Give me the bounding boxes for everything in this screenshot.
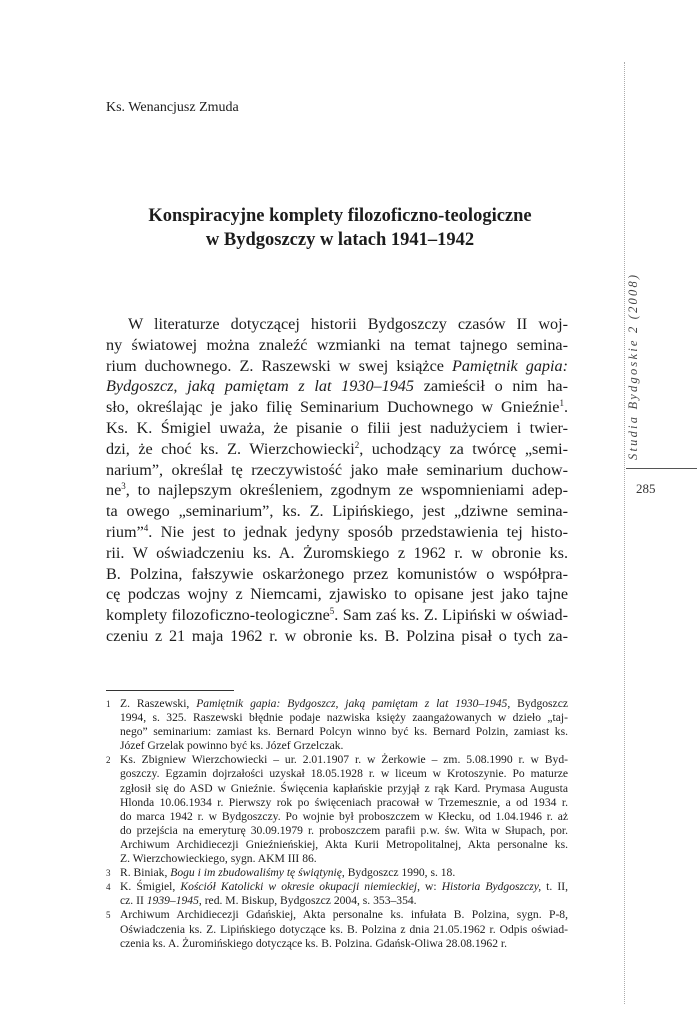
text-line: B. Polzina, fałszywie oskarżonego przez komunistów o współpra- <box>106 564 568 583</box>
text-line: Ks. K. Śmigiel uważa, że pisanie o filii jest nadużyciem i twier- <box>106 418 568 437</box>
footnote-number: 2 <box>106 755 111 766</box>
text-line: narium”, określał tę rzeczywistość jako małe seminarium duchow- <box>106 460 568 479</box>
footnote-separator <box>106 690 234 691</box>
footnotes <box>106 697 568 951</box>
footnote-line: do marca 1942 r. w Bydgoszczy. Po wojnie był proboszczem w Kłecku, od 1.04.1946 r. aż <box>120 809 568 823</box>
title-line: Konspiracyjne komplety filozoficzno-teologiczne <box>148 206 532 226</box>
footnote-3 <box>106 866 568 880</box>
text-line: komplety filozoficzno-teologiczne$^5$. Sam zaś ks. Z. Lipiński w oświad- <box>106 606 568 625</box>
footnote-line: R. Biniak, Bogu i im zbudowaliśmy tę świątynię, Bydgoszcz 1990, s. 18. <box>120 866 456 880</box>
footnote-line: Archiwum Archidiecezji Gdańskiej, Akta personalne ks. infułata B. Polzina, sygn. P-8, <box>120 908 568 922</box>
footnote-ref: 5 <box>329 606 335 617</box>
text-line: ny światowej można znaleźć wzmianki na temat tajnego semina- <box>106 335 568 354</box>
footnote-line: cz. II 1939–1945, red. M. Biskup, Bydgoszcz 2004, s. 353–354. <box>120 894 417 908</box>
journal-running-title: Studia Bydgoskie 2 (2008) <box>626 272 640 460</box>
text-line: $ne^3$, to najlepszym określeniem, zgodnym ze wspomnieniami adep- <box>106 481 568 500</box>
page-number: 285 <box>636 481 656 496</box>
footnote-number: 5 <box>106 910 111 921</box>
footnote-line: Józef Grzelak powinno być ks. Józef Grzelczak. <box>120 739 344 753</box>
text-line: dzi, że choć ks. Z. Wierzchowiecki$^2$, uchodzący za twórcę „semi- <box>106 439 568 458</box>
article-title <box>100 204 580 252</box>
footnote-ref: 4 <box>143 522 149 533</box>
footnote-line: nego” seminarium: zamiast ks. Bernard Polcyn winno być ks. Bernard Polzin, zamiast ks. <box>120 725 568 739</box>
margin-dotted-line <box>624 62 625 1004</box>
footnote-line: goszczy. Egzamin dojrzałości uzyskał 18.05.1928 r. w liceum w Krotoszynie. Po maturze <box>120 767 568 781</box>
footnote-number: 1 <box>106 699 111 709</box>
text-line: ta owego „seminarium”, ks. Z. Lipińskiego, jest „dziwne semina- <box>106 502 568 521</box>
footnote-ref: 3 <box>121 481 126 492</box>
footnote-line: Z. Wierzchowieckiego, sygn. AKM III 86. <box>120 852 317 866</box>
text-line: rium”$^4$. Nie jest to jednak jedyny sposób przedstawienia tej histo- <box>106 522 568 541</box>
title-line: w Bydgoszczy w latach 1941–1942 <box>205 230 475 250</box>
footnote-line: Oświadczenia ks. Z. Lipińskiego dotyczące ks. B. Polzina z dnia 21.05.1962 r. Odpis oświad- <box>120 922 568 936</box>
footnote-4 <box>106 880 568 908</box>
text-line: sło, określając je jako filię Seminarium Duchownego w Gnieźnie$^1$. <box>106 398 568 417</box>
footnote-line: 1994, s. 325. Raszewski błędnie podaje nazwiska księży zaangażowanych w dzieło „taj- <box>120 711 568 725</box>
footnote-line: do przejścia na emeryturę 30.09.1979 r. proboszczem parafii p.w. św. Wita w Słupach, por. <box>120 823 568 837</box>
footnote-line: K. Śmigiel, Kościół Katolicki w okresie okupacji niemieckiej, w: Historia Bydgoszczy, t. II, <box>120 880 568 894</box>
text-line: czeniu z 21 maja 1962 r. w obronie ks. B. Polzina pisał o tych za- <box>106 626 568 645</box>
author-name: Ks. Wenancjusz Zmuda <box>106 100 239 115</box>
footnote-line: Hlonda 10.06.1934 r. Pierwszy rok po święceniach pracował w Trzemesznie, a od 1934 r. <box>120 795 568 809</box>
footnote-2 <box>106 753 568 866</box>
footnote-line: Ks. Zbigniew Wierzchowiecki – ur. 2.01.1907 r. w Żerkowie – zm. 5.08.1990 r. w Byd- <box>120 753 568 767</box>
footnote-line: zgłosił się do ASD w Gnieźnie. Święcenia kapłańskie przyjął z rąk Kard. Prymasa Augusta <box>120 781 568 795</box>
footnote-number: 4 <box>106 882 111 893</box>
footnote-line: czenia ks. A. Żuromińskiego dotyczące ks. B. Polzina. Gdańsk-Oliwa 28.08.1962 r. <box>120 936 508 950</box>
text-line: W literaturze dotyczącej historii Bydgoszczy czasów II woj- <box>128 315 568 333</box>
text-line: cę podczas wojny z Niemcami, zjawisko to opisane jest jako tajne <box>106 585 568 604</box>
footnote-line: Z. Raszewski, Pamiętnik gapia: Bydgoszcz, jaką pamiętam z lat 1930–1945, Bydgoszcz <box>120 697 568 710</box>
footnote-5 <box>106 908 568 950</box>
footnote-ref: 2 <box>354 439 360 450</box>
text-line: Bydgoszcz, jaką pamiętam z lat 1930–1945 zamieścił o nim ha- <box>106 377 568 396</box>
body-text <box>106 314 568 647</box>
margin-rule <box>626 468 697 469</box>
footnote-number: 3 <box>106 868 111 879</box>
footnote-ref: 1 <box>559 398 564 409</box>
text-line: rii. W oświadczeniu ks. A. Żuromskiego z 1962 r. w obronie ks. <box>106 543 568 562</box>
text-line: rium duchownego. Z. Raszewski w swej książce Pamiętnik gapia: <box>106 356 568 375</box>
footnote-line: Archiwum Archidiecezji Gnieźnieńskiej, Akta Kurii Metropolitalnej, Akta personalne ks. <box>120 837 568 851</box>
footnote-1 <box>106 697 568 753</box>
